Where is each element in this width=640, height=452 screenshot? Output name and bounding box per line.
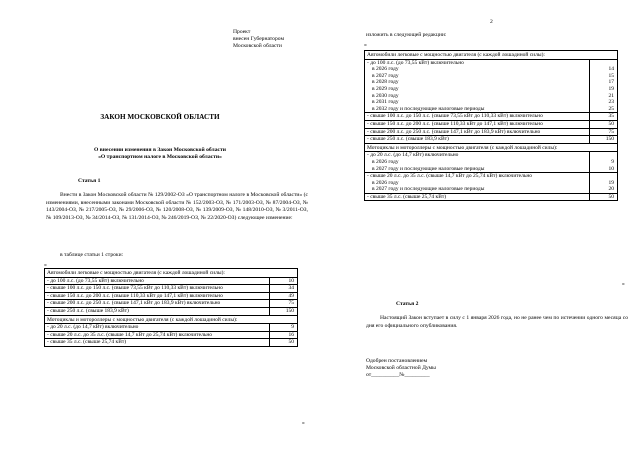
tax-rate-value: 50 <box>590 193 618 201</box>
tax-rate-value: 9 <box>611 158 614 165</box>
power-range-label: - до 20 л.с. (до 14,7 кВт) включительно <box>367 152 459 159</box>
year-label: в 2031 году <box>372 99 399 106</box>
table-row <box>45 285 298 293</box>
year-label: в 2028 году <box>372 79 399 86</box>
table-category-row <box>45 269 298 278</box>
tax-rate-value: 19 <box>608 85 614 92</box>
power-range-label: - до 100 л.с. (до 73,55 кВт) включительно <box>45 277 270 285</box>
power-range-label: - свыше 100 л.с. до 150 л.с. (свыше 73,55 кВт до 110,33 кВт) включительно <box>45 285 270 293</box>
table-row <box>45 292 298 300</box>
tax-rate-value: 75 <box>590 128 618 136</box>
law-subtitle-line: «О транспортном налоге в Московской области» <box>98 154 222 161</box>
tax-rate-value: 75 <box>270 300 298 308</box>
power-range-label: - свыше 20 л.с. до 35 л.с. (свыше 14,7 кВт до 25,74 кВт) включительно <box>367 173 533 180</box>
project-note-line: Московской области <box>233 43 282 50</box>
table-row <box>45 300 298 308</box>
category-label: Мотоциклы и мотороллеры с мощностью двигателя (с каждой лошадиной силы): <box>365 143 618 152</box>
tax-rate-value: 10 <box>608 165 614 172</box>
tax-rate-value: 50 <box>590 120 618 128</box>
tax-rate-value: 16 <box>270 331 298 339</box>
project-note <box>233 29 284 51</box>
year-label: в 2026 году <box>372 66 399 73</box>
tax-rate-value: 25 <box>608 105 614 112</box>
table-row-group <box>365 152 618 173</box>
approval-line: Московской областной Думы <box>366 365 436 372</box>
open-quote: « <box>44 262 47 268</box>
tax-rate-values-cell <box>590 152 618 173</box>
power-range-label: - свыше 200 л.с. до 250 л.с. (свыше 147,1 кВт до 183,9 кВт) включительно <box>45 300 270 308</box>
table-row <box>45 331 298 339</box>
power-range-label: - свыше 200 л.с. до 250 л.с. (свыше 147,1 кВт до 183,9 кВт) включительно <box>365 128 590 136</box>
power-range-label: - до 20 л.с. (до 14,7 кВт) включительно <box>45 324 270 332</box>
power-range-label: - свыше 100 л.с. до 150 л.с. (свыше 73,55 кВт до 110,33 кВт) включительно <box>365 113 590 121</box>
category-label: Мотоциклы и мотороллеры с мощностью двигателя (с каждой лошадиной силы): <box>45 315 298 324</box>
article1-text: Внести в Закон Московской области № 129/2002-ОЗ «О транспортном налоге в Московской области» (с изменениями, внесенными законами Московской области № 152/2003-ОЗ, № 171/2003-ОЗ, № 87/2004-ОЗ, № 143/2004-ОЗ, № 217/2005-ОЗ, № 29/2006-ОЗ, № 120/2008-ОЗ, № 139/2009-ОЗ, № 148/2010-ОЗ, № 3/2011-ОЗ, № 109/2013-ОЗ, № 34/2014-ОЗ, № 131/2014-ОЗ, № 246/2019-ОЗ, № 22/2020-ОЗ) следующее изменение: <box>46 192 308 221</box>
approval-line: Одобрен постановлением <box>366 358 428 364</box>
power-range-label: - свыше 250 л.с. (свыше 183,9 кВт) <box>45 307 270 315</box>
table-row <box>45 307 298 315</box>
tax-rate-value: 9 <box>270 324 298 332</box>
year-label: в 2027 году и последующие налоговые периоды <box>372 165 485 172</box>
table-row <box>365 193 618 201</box>
open-quote: « <box>364 42 367 48</box>
tax-rate-value: 20 <box>608 186 614 193</box>
year-label: в 2029 году <box>372 85 399 92</box>
tax-rate-value: 17 <box>608 79 614 86</box>
law-title: ЗАКОН МОСКОВСКОЙ ОБЛАСТИ <box>100 113 220 121</box>
close-quote: » <box>622 281 625 287</box>
tax-rate-value: 14 <box>608 66 614 73</box>
article2-text: Настоящий Закон вступает в силу с 1 января 2026 года, но не ранее чем по истечении одного месяца со дня его официального опубликования. <box>366 315 628 329</box>
table-category-row <box>45 315 298 324</box>
power-range-label: - свыше 35 л.с. (свыше 25,74 кВт) <box>45 339 270 347</box>
page-number: 2 <box>490 19 493 25</box>
year-label: в 2026 году <box>372 158 399 165</box>
tax-rate-values-cell <box>590 59 618 113</box>
value-spacer <box>592 152 614 159</box>
year-label: в 2032 году и последующие налоговые периоды <box>372 105 485 112</box>
article1-heading: Статья 1 <box>78 178 101 184</box>
tax-rate-value: 34 <box>270 285 298 293</box>
category-label: Автомобили легковые с мощностью двигателя (с каждой лошадиной силы): <box>365 51 618 60</box>
year-label: в 2027 году и последующие налоговые периоды <box>372 186 485 193</box>
tax-rate-value: 49 <box>270 292 298 300</box>
article2-heading: Статья 2 <box>396 301 419 307</box>
signature-line: от__________№_________ <box>366 372 430 379</box>
tax-rate-table-new <box>364 50 618 201</box>
tax-rate-value: 10 <box>270 277 298 285</box>
table-row <box>45 324 298 332</box>
tax-rate-value: 50 <box>270 339 298 347</box>
value-spacer <box>592 173 614 180</box>
power-range-cell <box>365 59 590 113</box>
tax-rate-table-old <box>44 268 298 347</box>
law-subtitle <box>0 147 320 161</box>
year-label: в 2030 году <box>372 92 399 99</box>
tax-rate-value: 15 <box>608 72 614 79</box>
table-row-group <box>365 173 618 194</box>
tax-rate-value: 19 <box>608 179 614 186</box>
table-row <box>45 277 298 285</box>
power-range-label: - свыше 20 л.с. до 35 л.с. (свыше 14,7 кВт до 25,74 кВт) включительно <box>45 331 270 339</box>
table-row <box>365 113 618 121</box>
tax-rate-value: 150 <box>270 307 298 315</box>
year-label: в 2027 году <box>372 72 399 79</box>
table-row <box>45 339 298 347</box>
table-row <box>365 120 618 128</box>
tax-rate-value: 21 <box>608 92 614 99</box>
project-note-line: внесен Губернатором <box>233 36 285 43</box>
table-category-row <box>365 143 618 152</box>
table-row <box>365 136 618 144</box>
law-subtitle-line: О внесении изменения в Закон Московской области <box>94 147 226 153</box>
close-quote: » <box>302 420 305 426</box>
tax-rate-values-cell <box>590 173 618 194</box>
power-range-cell <box>365 152 590 173</box>
power-range-label: - свыше 150 л.с. до 200 л.с. (свыше 110,33 кВт до 147,1 кВт) включительно <box>45 292 270 300</box>
value-spacer <box>592 60 614 67</box>
tax-rate-value: 35 <box>590 113 618 121</box>
project-note-line: Проект <box>233 29 251 35</box>
table-row <box>365 128 618 136</box>
power-range-cell <box>365 173 590 194</box>
power-range-label: - до 100 л.с. (до 73,55 кВт) включительно <box>367 59 464 66</box>
year-label: в 2026 году <box>372 179 399 186</box>
table-intro: в таблице статьи 1 строки: <box>60 252 124 258</box>
tax-rate-value: 23 <box>608 99 614 106</box>
document-page-2 <box>320 0 640 452</box>
redaction-intro: изложить в следующей редакции: <box>366 32 447 38</box>
category-label: Автомобили легковые с мощностью двигателя (с каждой лошадиной силы): <box>45 269 298 278</box>
power-range-label: - свыше 150 л.с. до 200 л.с. (свыше 110,33 кВт до 147,1 кВт) включительно <box>365 120 590 128</box>
power-range-label: - свыше 35 л.с. (свыше 25,74 кВт) <box>365 193 590 201</box>
table-row-group <box>365 59 618 113</box>
table-category-row <box>365 51 618 60</box>
power-range-label: - свыше 250 л.с. (свыше 183,9 кВт) <box>365 136 590 144</box>
tax-rate-value: 150 <box>590 136 618 144</box>
approval-note <box>366 358 436 380</box>
